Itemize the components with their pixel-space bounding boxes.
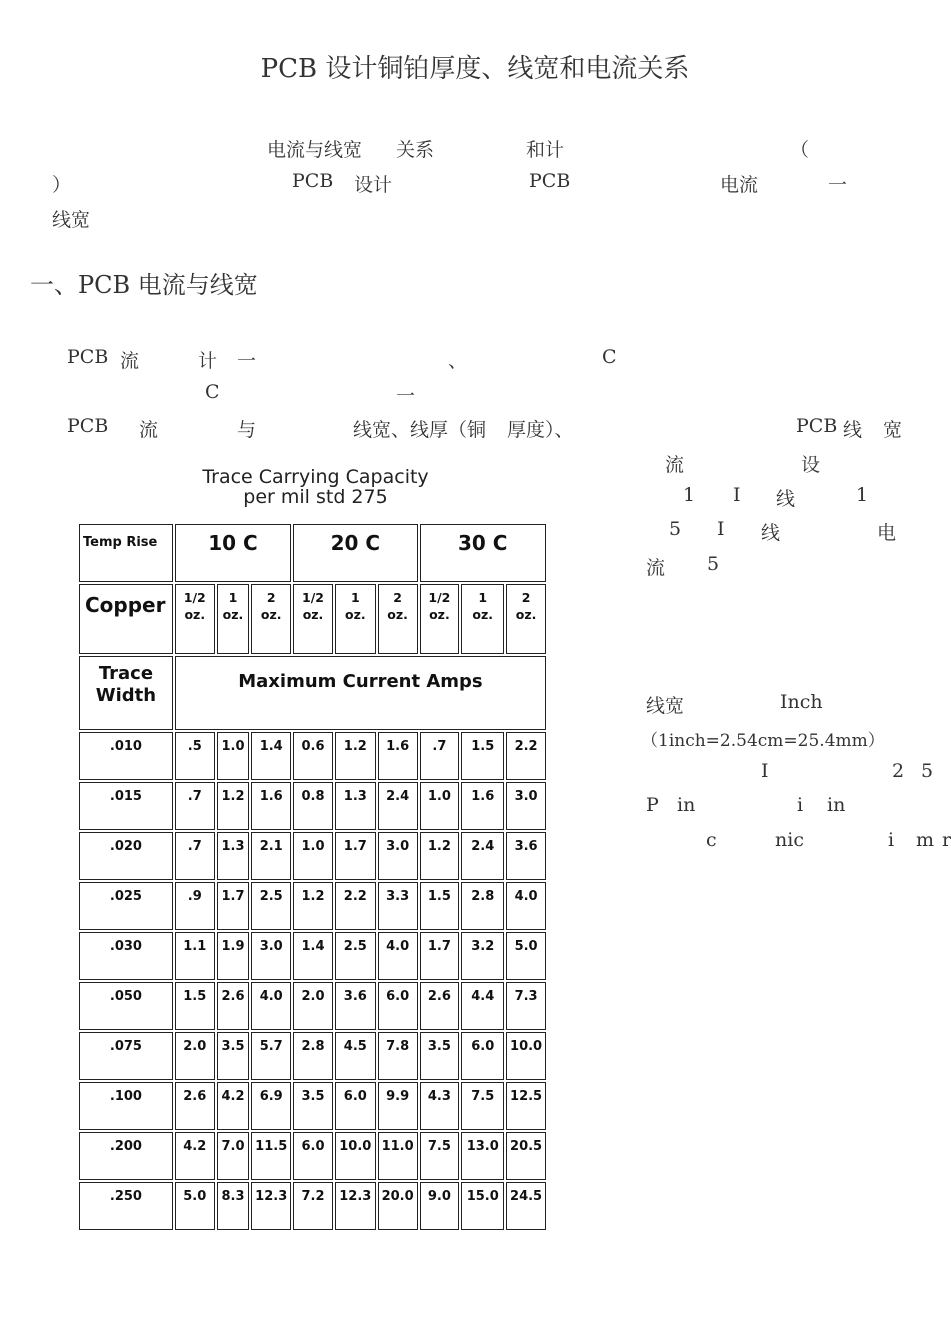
trace-width-cell: .010 [79, 732, 173, 780]
trace-width-cell: .200 [79, 1132, 173, 1180]
current-value-cell: 4.0 [378, 932, 418, 980]
current-value-cell: 1.7 [420, 932, 460, 980]
copper-weight-unit: oz. [260, 607, 282, 622]
text-fragment: 线宽 [646, 695, 685, 717]
current-value-cell: 12.3 [251, 1182, 291, 1230]
current-value-cell: 2.2 [506, 732, 546, 780]
current-value-cell: 4.2 [217, 1082, 250, 1130]
current-value-cell: 1.2 [335, 732, 376, 780]
table-row [79, 782, 546, 830]
current-value-cell: 1.6 [251, 782, 291, 830]
copper-weight [217, 584, 250, 654]
current-value-cell: 1.0 [293, 832, 333, 880]
current-value-cell: 8.3 [217, 1182, 250, 1230]
current-value-cell: 5.0 [506, 932, 546, 980]
current-value-cell: 11.0 [378, 1132, 418, 1180]
table-row [79, 832, 546, 880]
text-fragment: 流 [139, 419, 159, 441]
section-heading: 一、PCB 电流与线宽 [30, 271, 258, 299]
text-fragment: 一 [828, 174, 848, 196]
figure-subtitle: per mil std 275 [243, 486, 388, 508]
current-value-cell: 6.0 [461, 1032, 504, 1080]
copper-weight-num: 2 [266, 590, 276, 605]
current-value-cell: 4.2 [175, 1132, 215, 1180]
text-fragment: 关系 [396, 139, 435, 161]
text-fragment: PCB [67, 415, 109, 437]
current-value-cell: 2.6 [420, 982, 460, 1030]
current-value-cell: 4.0 [251, 982, 291, 1030]
trace-width-header-row [79, 656, 546, 730]
current-value-cell: 7.5 [461, 1082, 504, 1130]
trace-width-cell: .100 [79, 1082, 173, 1130]
copper-weight-num: 1/2 [428, 590, 451, 605]
trace-label-line: Trace [98, 663, 154, 684]
text-fragment: 流 [120, 350, 140, 372]
text-fragment: 1 [856, 484, 869, 506]
current-value-cell: 7.0 [217, 1132, 250, 1180]
text-fragment: 电流与线宽 [267, 139, 363, 161]
copper-weight-num: 1 [478, 590, 488, 605]
current-value-cell: 1.2 [293, 882, 333, 930]
copper-weight-unit: oz. [387, 607, 408, 622]
text-fragment: （1inch=2.54cm=25.4mm） [641, 731, 885, 751]
trace-capacity-figure [63, 458, 568, 1204]
copper-weight-unit: oz. [345, 607, 366, 622]
table-row [79, 1082, 546, 1130]
current-value-cell: 3.2 [461, 932, 504, 980]
current-value-cell: 3.0 [251, 932, 291, 980]
copper-weight-num: 1/2 [183, 590, 206, 605]
text-fragment: 5 [921, 760, 934, 782]
text-fragment: 线 [776, 488, 796, 510]
current-value-cell: 1.3 [217, 832, 250, 880]
temp-rise-10c: 10 C [175, 524, 291, 582]
current-value-cell: 7.2 [293, 1182, 333, 1230]
current-value-cell: 3.6 [335, 982, 376, 1030]
current-value-cell: 1.2 [217, 782, 250, 830]
copper-weight-unit: oz. [472, 607, 494, 622]
current-value-cell: .7 [175, 782, 215, 830]
text-fragment: 一 [396, 385, 416, 407]
text-fragment: 1 [683, 484, 696, 506]
trace-width-cell: .075 [79, 1032, 173, 1080]
text-fragment: 电流 [720, 174, 759, 196]
current-value-cell: 1.5 [461, 732, 504, 780]
current-value-cell: 10.0 [506, 1032, 546, 1080]
text-fragment: 设 [801, 454, 821, 476]
text-fragment: 线 [843, 419, 863, 441]
trace-width-cell: .250 [79, 1182, 173, 1230]
copper-label: Copper [79, 584, 173, 654]
copper-weight-num: 2 [393, 590, 402, 605]
text-fragment: r [942, 829, 951, 851]
current-value-cell: 0.8 [293, 782, 333, 830]
text-fragment: 5 [669, 518, 682, 540]
text-fragment: PCB [529, 170, 571, 192]
table-row [79, 1032, 546, 1080]
current-value-cell: 6.0 [293, 1132, 333, 1180]
current-value-cell: 4.3 [420, 1082, 460, 1130]
temp-rise-20c: 20 C [293, 524, 417, 582]
text-fragment: 线宽、线厚（铜 [353, 419, 487, 441]
trace-width-cell: .020 [79, 832, 173, 880]
current-value-cell: 2.8 [461, 882, 504, 930]
current-value-cell: 2.2 [335, 882, 376, 930]
capacity-rows [79, 732, 546, 1230]
trace-width-label [79, 656, 173, 730]
text-fragment: 宽 [883, 419, 903, 441]
text-fragment: C [205, 381, 220, 403]
current-value-cell: 20.0 [378, 1182, 418, 1230]
text-fragment: PCB [796, 415, 838, 437]
capacity-table [77, 522, 548, 1232]
text-fragment: Inch [780, 691, 823, 713]
current-value-cell: 2.1 [251, 832, 291, 880]
text-fragment: 一 [237, 350, 257, 372]
table-row [79, 1132, 546, 1180]
current-value-cell: 1.7 [217, 882, 250, 930]
copper-weight-unit: oz. [184, 607, 206, 622]
current-value-cell: 1.2 [420, 832, 460, 880]
text-fragment: 流 [665, 454, 685, 476]
current-value-cell: 7.3 [506, 982, 546, 1030]
current-value-cell: 3.3 [378, 882, 418, 930]
text-fragment: 、 [448, 350, 468, 372]
current-value-cell: .5 [175, 732, 215, 780]
text-fragment: 5 [707, 553, 720, 575]
current-value-cell: 3.5 [420, 1032, 460, 1080]
max-current-label: Maximum Current Amps [175, 656, 546, 730]
text-fragment: 电 [877, 522, 897, 544]
copper-weight-unit: oz. [302, 607, 324, 622]
current-value-cell: 6.0 [335, 1082, 376, 1130]
text-fragment: 线宽 [52, 209, 91, 231]
current-value-cell: 12.5 [506, 1082, 546, 1130]
current-value-cell: 3.5 [293, 1082, 333, 1130]
current-value-cell: .9 [175, 882, 215, 930]
current-value-cell: 2.5 [335, 932, 376, 980]
table-row [79, 982, 546, 1030]
trace-width-cell: .030 [79, 932, 173, 980]
current-value-cell: 3.6 [506, 832, 546, 880]
text-fragment: I [761, 760, 769, 782]
page-title: PCB 设计铜铂厚度、线宽和电流关系 [260, 54, 690, 84]
current-value-cell: 1.3 [335, 782, 376, 830]
current-value-cell: 2.4 [378, 782, 418, 830]
table-row [79, 882, 546, 930]
current-value-cell: .7 [420, 732, 460, 780]
current-value-cell: 5.0 [175, 1182, 215, 1230]
text-fragment: i [888, 829, 895, 851]
text-fragment: 线 [761, 522, 781, 544]
current-value-cell: 2.8 [293, 1032, 333, 1080]
table-row [79, 932, 546, 980]
current-value-cell: 9.0 [420, 1182, 460, 1230]
current-value-cell: 1.9 [217, 932, 250, 980]
current-value-cell: 1.6 [378, 732, 418, 780]
current-value-cell: .7 [175, 832, 215, 880]
copper-weight-unit: oz. [222, 607, 244, 622]
current-value-cell: 4.0 [506, 882, 546, 930]
current-value-cell: 2.6 [175, 1082, 215, 1130]
text-fragment: 流 [646, 557, 666, 579]
current-value-cell: 24.5 [506, 1182, 546, 1230]
copper-weight [420, 584, 460, 654]
current-value-cell: 1.7 [335, 832, 376, 880]
copper-weight [378, 584, 418, 654]
temp-rise-header-row [79, 524, 546, 582]
text-fragment: 厚度）、 [507, 419, 574, 441]
current-value-cell: 13.0 [461, 1132, 504, 1180]
current-value-cell: 6.0 [378, 982, 418, 1030]
trace-label-line: Width [95, 685, 157, 706]
text-fragment: 设计 [354, 174, 393, 196]
copper-weight [175, 584, 215, 654]
figure-title: Trace Carrying Capacity [202, 466, 429, 488]
current-value-cell: 2.5 [251, 882, 291, 930]
text-fragment: C [602, 346, 617, 368]
text-fragment: 和计 [526, 139, 565, 161]
current-value-cell: 2.6 [217, 982, 250, 1030]
text-fragment: nic [775, 829, 804, 851]
current-value-cell: 5.7 [251, 1032, 291, 1080]
current-value-cell: 11.5 [251, 1132, 291, 1180]
current-value-cell: 10.0 [335, 1132, 376, 1180]
current-value-cell: 1.4 [251, 732, 291, 780]
text-fragment: 计 [198, 350, 218, 372]
copper-weight [461, 584, 504, 654]
current-value-cell: 4.5 [335, 1032, 376, 1080]
text-fragment: ） [52, 174, 72, 196]
current-value-cell: 1.4 [293, 932, 333, 980]
text-fragment: PCB [292, 170, 334, 192]
current-value-cell: 12.3 [335, 1182, 376, 1230]
copper-weight-unit: oz. [429, 607, 450, 622]
current-value-cell: 3.0 [378, 832, 418, 880]
copper-weight [506, 584, 546, 654]
text-fragment: m [916, 829, 935, 851]
text-fragment: PCB [67, 346, 109, 368]
text-fragment: c [706, 829, 717, 851]
text-fragment: i [797, 794, 804, 816]
current-value-cell: 0.6 [293, 732, 333, 780]
trace-width-cell: .050 [79, 982, 173, 1030]
current-value-cell: 1.1 [175, 932, 215, 980]
text-fragment: in [827, 794, 846, 816]
current-value-cell: 1.0 [420, 782, 460, 830]
text-fragment: P [646, 794, 659, 816]
current-value-cell: 7.5 [420, 1132, 460, 1180]
copper-weight-num: 1/2 [302, 590, 324, 605]
text-fragment: 与 [237, 419, 257, 441]
copper-weight [293, 584, 333, 654]
text-fragment: I [733, 484, 741, 506]
current-value-cell: 4.4 [461, 982, 504, 1030]
copper-weight [335, 584, 376, 654]
current-value-cell: 6.9 [251, 1082, 291, 1130]
current-value-cell: 3.0 [506, 782, 546, 830]
text-fragment: in [677, 794, 696, 816]
current-value-cell: 2.0 [175, 1032, 215, 1080]
copper-weight-num: 2 [521, 590, 531, 605]
current-value-cell: 1.5 [420, 882, 460, 930]
current-value-cell: 1.6 [461, 782, 504, 830]
current-value-cell: 2.4 [461, 832, 504, 880]
current-value-cell: 1.5 [175, 982, 215, 1030]
copper-header-row [79, 584, 546, 654]
copper-weight-unit: oz. [515, 607, 537, 622]
current-value-cell: 9.9 [378, 1082, 418, 1130]
copper-weight-num: 1 [350, 590, 360, 605]
temp-rise-30c: 30 C [420, 524, 546, 582]
current-value-cell: 20.5 [506, 1132, 546, 1180]
trace-width-cell: .015 [79, 782, 173, 830]
table-row [79, 732, 546, 780]
current-value-cell: 3.5 [217, 1032, 250, 1080]
text-fragment: （ [790, 139, 810, 161]
copper-weight [251, 584, 291, 654]
current-value-cell: 15.0 [461, 1182, 504, 1230]
table-row [79, 1182, 546, 1230]
current-value-cell: 1.0 [217, 732, 250, 780]
copper-weight-num: 1 [228, 590, 238, 605]
current-value-cell: 7.8 [378, 1032, 418, 1080]
temp-rise-label: Temp Rise [79, 524, 173, 582]
text-fragment: 2 [892, 760, 905, 782]
trace-width-cell: .025 [79, 882, 173, 930]
text-fragment: I [717, 518, 725, 540]
current-value-cell: 2.0 [293, 982, 333, 1030]
